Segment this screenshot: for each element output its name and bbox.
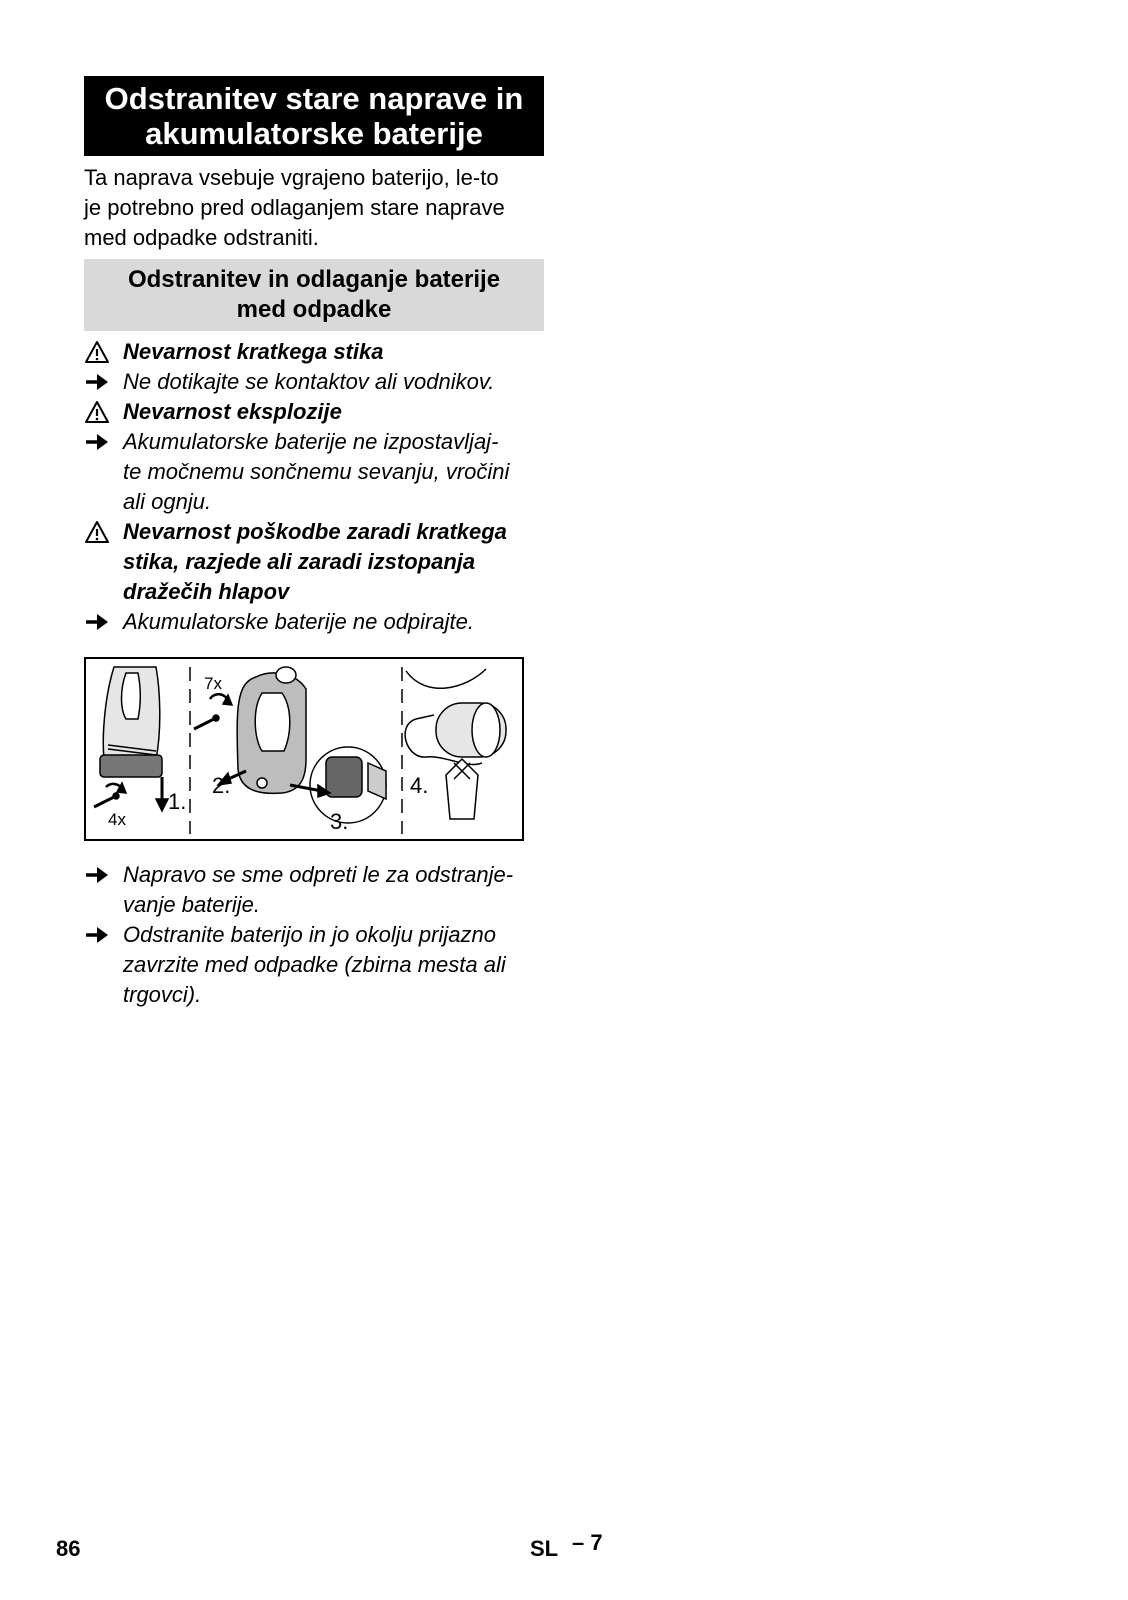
instruction-item — [84, 920, 544, 1010]
item-line: Napravo se sme odpreti le za odstranje- — [123, 862, 514, 887]
label-7x: 7x — [204, 674, 222, 693]
arrow-right-icon — [84, 370, 110, 394]
warning-glyph — [84, 397, 116, 427]
warning-glyph — [84, 517, 116, 547]
step-label-3: 3. — [330, 809, 349, 834]
warning-triangle-icon — [84, 400, 110, 424]
intro-line: Ta naprava vsebuje vgrajeno baterijo, le-to — [84, 165, 499, 190]
warning-glyph — [84, 337, 116, 367]
item-line: zavrzite med odpadke (zbirna mesta ali — [123, 952, 506, 977]
warning-item — [84, 517, 544, 607]
disposal-steps-list — [84, 860, 544, 1010]
item-line: ali ognju. — [123, 489, 212, 514]
item-line: te močnemu sončnemu sevanju, vročini — [123, 459, 510, 484]
item-line: Akumulatorske baterije ne odpirajte. — [123, 609, 474, 634]
arrow-right-icon — [84, 863, 110, 887]
instruction-item — [84, 427, 544, 517]
item-line: Odstranite baterijo in jo okolju prijazno — [123, 922, 496, 947]
battery-removal-illustration — [84, 657, 524, 841]
subsection-title-line-2: med odpadke — [236, 296, 392, 323]
intro-paragraph — [84, 163, 544, 253]
screw-icon-4x — [94, 783, 126, 807]
section-page-number: – 7 — [572, 1530, 603, 1555]
step-label-4: 4. — [410, 773, 429, 798]
instruction-item — [84, 860, 544, 920]
item-line: trgovci). — [123, 982, 202, 1007]
device-side-view — [100, 667, 162, 777]
illustration-svg — [86, 659, 522, 839]
screw-icon-7x — [194, 694, 232, 729]
safety-warnings-list — [84, 337, 544, 637]
warning-item — [84, 397, 544, 427]
arrow-glyph — [84, 607, 116, 637]
item-line: Nevarnost eksplozije — [123, 399, 342, 424]
warning-item — [84, 337, 544, 367]
intro-line: med odpadke odstraniti. — [84, 225, 319, 250]
step-label-2: 2. — [212, 773, 231, 798]
warning-triangle-icon — [84, 340, 110, 364]
arrow-down-1 — [156, 777, 168, 811]
arrow-glyph — [84, 920, 116, 950]
arrow-right-icon — [84, 430, 110, 454]
item-line: vanje baterije. — [123, 892, 260, 917]
section-title — [84, 76, 544, 156]
item-line: Nevarnost kratkega stika — [123, 339, 384, 364]
battery-cell — [405, 669, 506, 765]
item-line: dražečih hlapov — [123, 579, 290, 604]
section-title-line-1: Odstranitev stare naprave in — [104, 81, 524, 116]
item-line: Akumulatorske baterije ne izpostavljaj- — [123, 429, 499, 454]
item-line: Ne dotikajte se kontaktov ali vodnikov. — [123, 369, 495, 394]
wire-cutter — [446, 759, 478, 819]
item-line: Nevarnost poškodbe zaradi kratkega — [123, 519, 507, 544]
subsection-title-line-1: Odstranitev in odlaganje baterije — [127, 266, 501, 293]
arrow-right-icon — [84, 610, 110, 634]
arrow-glyph — [84, 860, 116, 890]
arrow-right-icon — [84, 923, 110, 947]
section-title-line-2: akumulatorske baterije — [145, 116, 483, 151]
warning-triangle-icon — [84, 520, 110, 544]
instruction-item — [84, 607, 544, 637]
label-4x: 4x — [108, 810, 126, 829]
language-code: SL — [530, 1536, 559, 1561]
instruction-item — [84, 367, 544, 397]
arrow-glyph — [84, 427, 116, 457]
item-line: stika, razjede ali zaradi izstopanja — [123, 549, 476, 574]
device-front-view — [237, 667, 306, 793]
arrow-glyph — [84, 367, 116, 397]
step-label-1: 1. — [168, 789, 187, 814]
intro-line: je potrebno pred odlaganjem stare naprave — [84, 195, 505, 220]
subsection-title — [84, 259, 544, 331]
page-number: 86 — [56, 1536, 81, 1561]
